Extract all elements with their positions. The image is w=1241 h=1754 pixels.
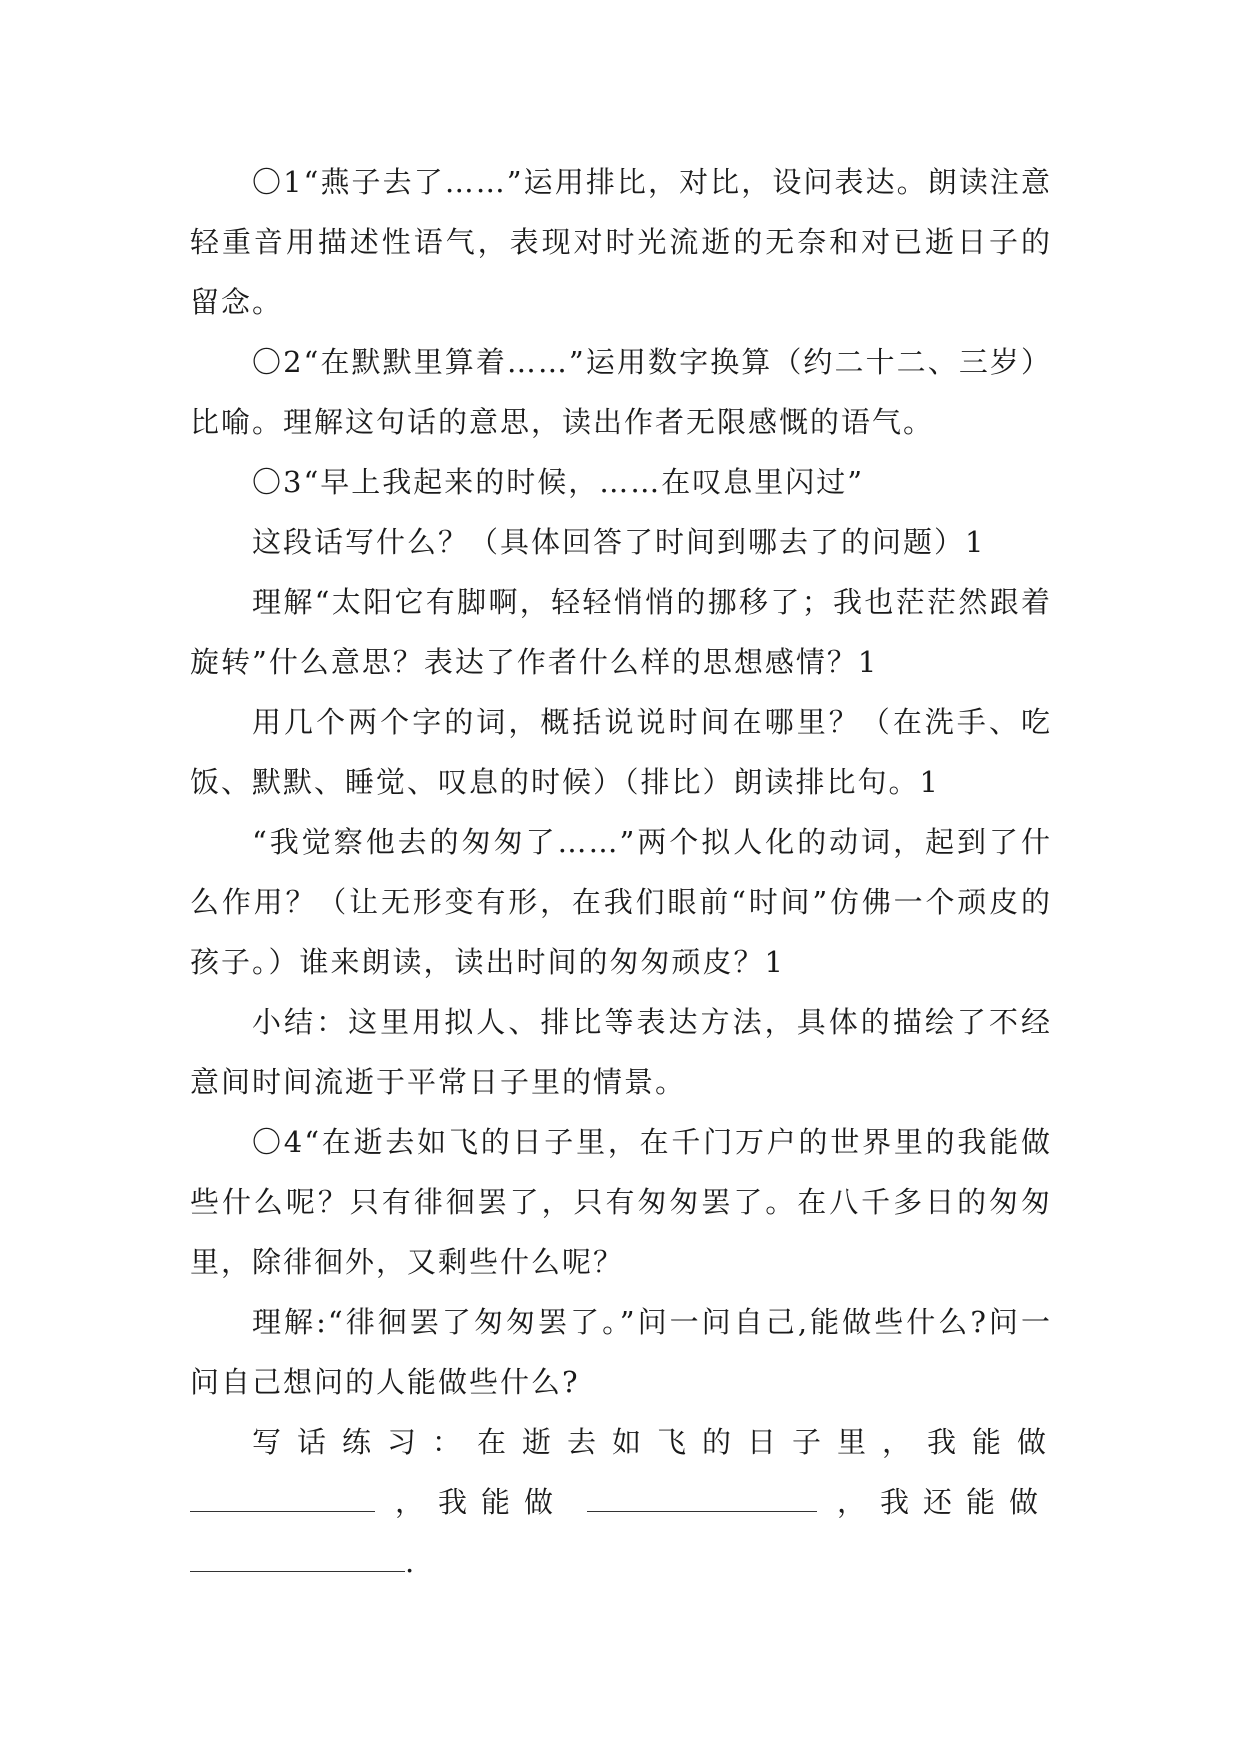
fill-blank-2[interactable] (587, 1510, 817, 1512)
paragraph-2: 〇2“在默默里算着……”运用数字换算（约二十二、三岁）比喻。理解这句话的意思，读出作者无限感慨的语气。 (190, 345, 1052, 439)
paragraph-10: 理解:“徘徊罢了匆匆罢了。”问一问自己,能做些什么?问一问自己想问的人能做些什么? (190, 1305, 1052, 1399)
writing-practice-prompt: 写话练习：在逝去如飞的日子里，我能做 (252, 1425, 1052, 1459)
paragraph-4: 这段话写什么？（具体回答了时间到哪去了的问题）1 (252, 525, 986, 559)
paragraph-8: 小结：这里用拟人、排比等表达方法，具体的描绘了不经意间时间流逝于平常日子里的情景。 (190, 1005, 1052, 1099)
writing-practice-line-3 (190, 1532, 1052, 1592)
paragraph-3: 〇3“早上我起来的时候，……在叹息里闪过” (252, 465, 865, 499)
writing-practice-line-2 (190, 1472, 1052, 1532)
fill-blank-3[interactable] (190, 1570, 405, 1572)
paragraph-7: “我觉察他去的匆匆了……”两个拟人化的动词，起到了什么作用？（让无形变有形，在我们眼前“时间”仿佛一个顽皮的孩子。）谁来朗读，读出时间的匆匆顽皮？1 (190, 825, 1052, 979)
writing-practice-part-2: ，我能做 (394, 1485, 567, 1519)
paragraph-9: 〇4“在逝去如飞的日子里，在千门万户的世界里的我能做些什么呢？只有徘徊罢了，只有匆匆罢了。在八千多日的匆匆里，除徘徊外，又剩些什么呢？ (190, 1125, 1052, 1279)
paragraph-5: 理解“太阳它有脚啊，轻轻悄悄的挪移了；我也茫茫然跟着旋转”什么意思？表达了作者什么样的思想感情？1 (190, 585, 1052, 679)
paragraph-6: 用几个两个字的词，概括说说时间在哪里？（在洗手、吃饭、默默、睡觉、叹息的时候）（排比）朗读排比句。1 (190, 705, 1052, 799)
paragraph-1: 〇1“燕子去了……”运用排比，对比，设问表达。朗读注意轻重音用描述性语气，表现对时光流逝的无奈和对已逝日子的留念。 (190, 165, 1052, 319)
writing-practice-part-3: ，我还能做 (836, 1485, 1052, 1519)
document-body (190, 152, 1052, 1592)
fill-blank-1[interactable] (190, 1510, 375, 1512)
writing-practice-end: . (405, 1545, 415, 1579)
writing-practice (190, 1412, 1052, 1592)
